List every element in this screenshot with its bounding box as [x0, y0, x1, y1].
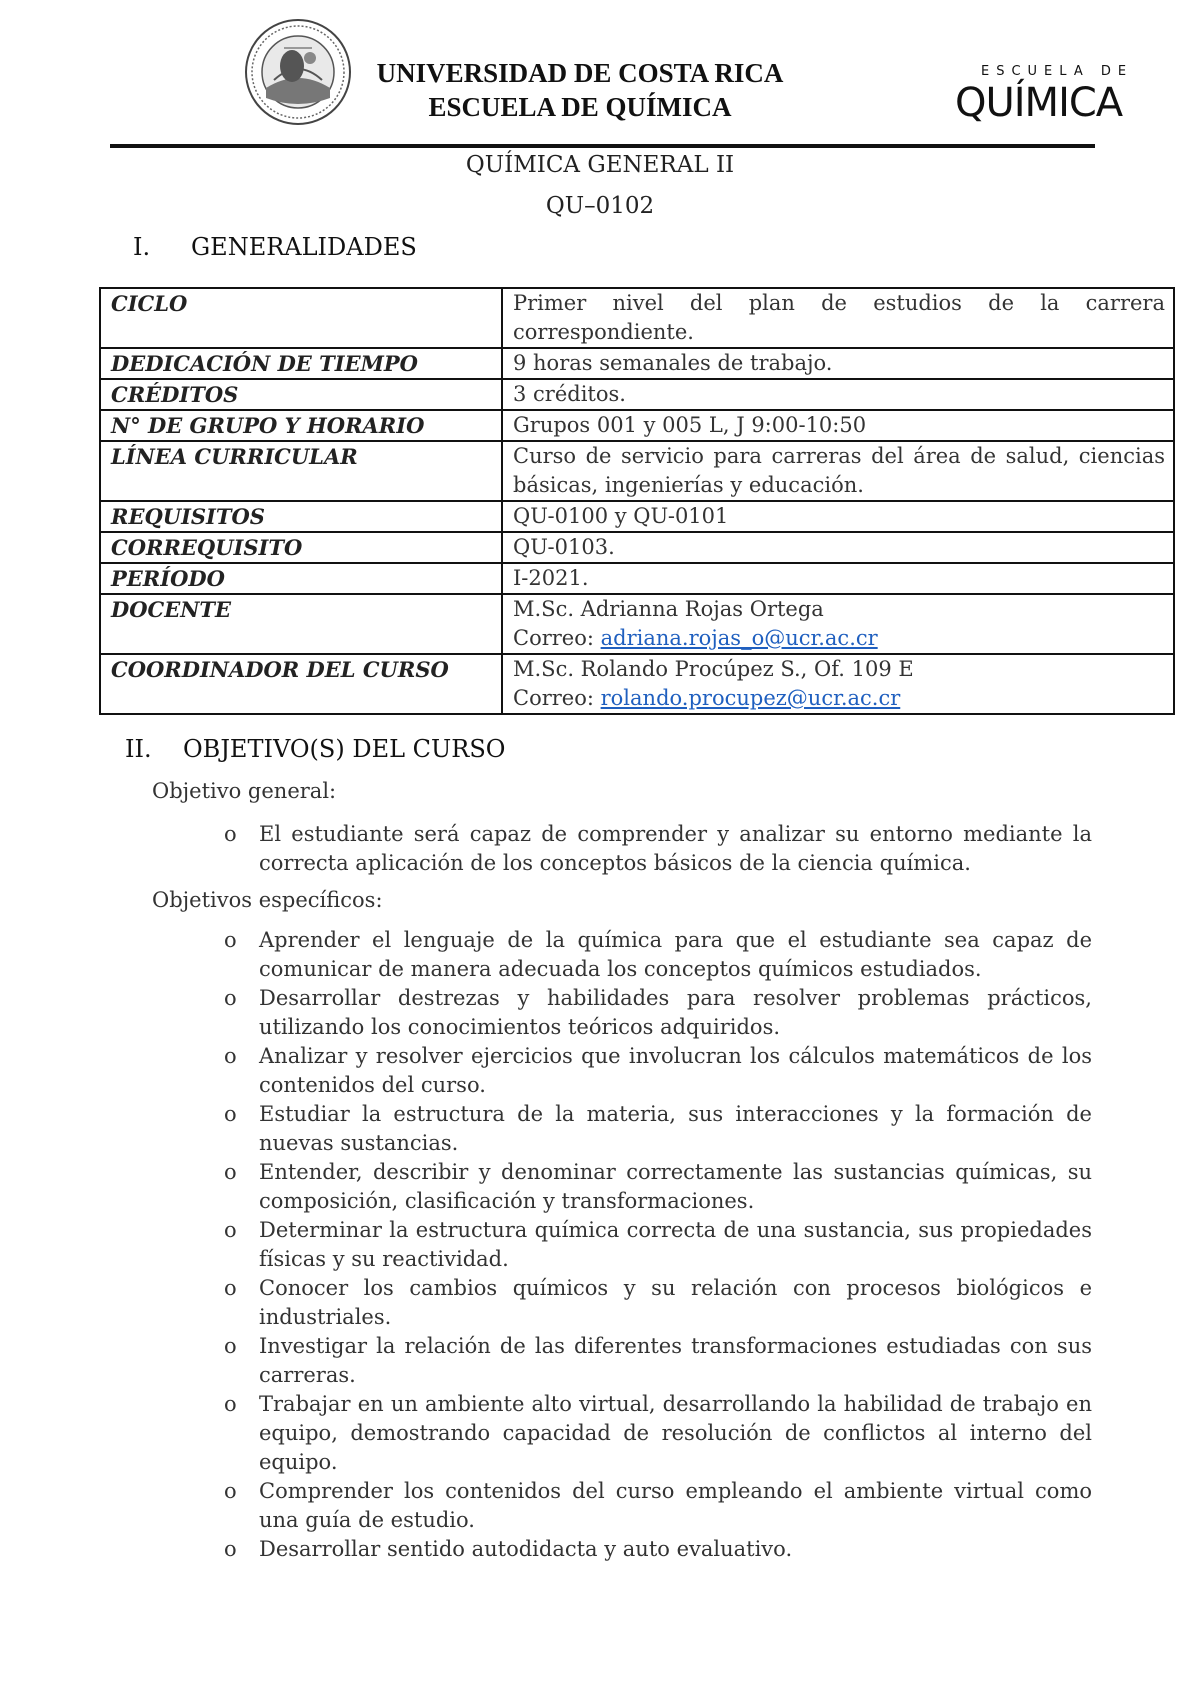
general-objective-label: Objetivo general:	[152, 779, 337, 803]
row-value: Curso de servicio para carreras del área de salud, ciencias básicas, ingenierías y educación.	[502, 441, 1174, 501]
row-value: QU-0100 y QU-0101	[502, 501, 1174, 532]
row-label: DEDICACIÓN DE TIEMPO	[100, 348, 502, 379]
objective-text: Desarrollar sentido autodidacta y auto evaluativo.	[259, 1537, 793, 1561]
row-label: LÍNEA CURRICULAR	[100, 441, 502, 501]
list-item	[224, 984, 1092, 1042]
university-seal-icon	[244, 18, 352, 126]
course-title: QUÍMICA GENERAL II	[465, 152, 735, 178]
section-title: OBJETIVO(S) DEL CURSO	[183, 735, 506, 763]
row-value	[502, 654, 1174, 714]
section-title: GENERALIDADES	[191, 233, 417, 261]
list-item	[224, 1535, 1092, 1564]
section-objectives-heading	[125, 735, 505, 763]
coordinator-name: M.Sc. Rolando Procúpez S., Of. 109 E	[513, 657, 914, 681]
bullet-icon: o	[224, 1392, 237, 1416]
course-code: QU–0102	[545, 193, 655, 219]
section-number: II.	[125, 735, 152, 763]
specific-objectives-label: Objetivos específicos:	[152, 888, 383, 912]
list-item	[224, 820, 1092, 878]
objective-text: Aprender el lenguaje de la química para que el estudiante sea capaz de comunicar de manera adecuada los conceptos químicos estudiados.	[259, 928, 1092, 981]
logo-top-text: ESCUELA DE	[981, 64, 1134, 79]
list-item	[224, 1274, 1092, 1332]
email-label: Correo:	[513, 626, 594, 650]
table-row	[100, 532, 1174, 563]
university-header	[360, 56, 800, 124]
row-label: CORREQUISITO	[100, 532, 502, 563]
objective-text: Comprender los contenidos del curso empleando el ambiente virtual como una guía de estudio.	[259, 1479, 1092, 1532]
row-value: 9 horas semanales de trabajo.	[502, 348, 1174, 379]
row-label: N° DE GRUPO Y HORARIO	[100, 410, 502, 441]
bullet-icon: o	[224, 1160, 237, 1184]
objective-text: El estudiante será capaz de comprender y analizar su entorno mediante la correcta aplicación de los conceptos básicos de la ciencia química.	[259, 822, 1092, 875]
list-item	[224, 1390, 1092, 1477]
bullet-icon: o	[224, 1479, 237, 1503]
bullet-icon: o	[224, 1276, 237, 1300]
list-item	[224, 1216, 1092, 1274]
list-item	[224, 1100, 1092, 1158]
coordinator-email-line	[513, 684, 1165, 713]
objective-text: Estudiar la estructura de la materia, sus interacciones y la formación de nuevas sustancias.	[259, 1102, 1092, 1155]
bullet-icon: o	[224, 1537, 237, 1561]
general-objective-list	[224, 820, 1092, 878]
table-row	[100, 410, 1174, 441]
table-row	[100, 501, 1174, 532]
row-value: Grupos 001 y 005 L, J 9:00-10:50	[502, 410, 1174, 441]
objective-text: Entender, describir y denominar correctamente las sustancias químicas, su composición, clasificación y transformaciones.	[259, 1160, 1092, 1213]
table-row	[100, 288, 1174, 348]
teacher-email-link[interactable]: adriana.rojas_o@ucr.ac.cr	[600, 626, 878, 650]
row-label: CRÉDITOS	[100, 379, 502, 410]
table-row	[100, 348, 1174, 379]
teacher-email-line	[513, 624, 1165, 653]
row-label: PERÍODO	[100, 563, 502, 594]
objective-text: Trabajar en un ambiente alto virtual, desarrollando la habilidad de trabajo en equipo, demostrando capacidad de resolución de conflictos al interno del equipo.	[259, 1392, 1092, 1474]
university-name: UNIVERSIDAD DE COSTA RICA	[376, 58, 784, 88]
table-row	[100, 654, 1174, 714]
list-item	[224, 1158, 1092, 1216]
teacher-name: M.Sc. Adrianna Rojas Ortega	[513, 597, 824, 621]
header-divider	[110, 144, 1095, 148]
row-label: DOCENTE	[100, 594, 502, 654]
row-label: CICLO	[100, 288, 502, 348]
bullet-icon: o	[224, 1218, 237, 1242]
section-number: I.	[133, 233, 151, 261]
section-generalidades-heading	[133, 233, 417, 261]
objective-text: Investigar la relación de las diferentes transformaciones estudiadas con sus carreras.	[259, 1334, 1092, 1387]
objective-text: Determinar la estructura química correcta de una sustancia, sus propiedades físicas y su reactividad.	[259, 1218, 1092, 1271]
row-label: COORDINADOR DEL CURSO	[100, 654, 502, 714]
bullet-icon: o	[224, 986, 237, 1010]
list-item	[224, 1332, 1092, 1390]
logo-main-text: QUÍMICA	[955, 80, 1123, 126]
table-row	[100, 594, 1174, 654]
objective-text: Desarrollar destrezas y habilidades para resolver problemas prácticos, utilizando los conocimientos teóricos adquiridos.	[259, 986, 1092, 1039]
school-name: ESCUELA DE QUÍMICA	[428, 92, 732, 122]
table-row	[100, 563, 1174, 594]
row-value: QU-0103.	[502, 532, 1174, 563]
row-value	[502, 594, 1174, 654]
bullet-icon: o	[224, 822, 237, 846]
table-row	[100, 441, 1174, 501]
bullet-icon: o	[224, 1102, 237, 1126]
row-label: REQUISITOS	[100, 501, 502, 532]
bullet-icon: o	[224, 1044, 237, 1068]
row-value: 3 créditos.	[502, 379, 1174, 410]
list-item	[224, 1042, 1092, 1100]
list-item	[224, 1477, 1092, 1535]
bullet-icon: o	[224, 1334, 237, 1358]
objective-text: Analizar y resolver ejercicios que involucran los cálculos matemáticos de los contenidos del curso.	[259, 1044, 1092, 1097]
row-value: Primer nivel del plan de estudios de la carrera correspondiente.	[502, 288, 1174, 348]
objective-text: Conocer los cambios químicos y su relación con procesos biológicos e industriales.	[259, 1276, 1092, 1329]
school-logo	[955, 56, 1140, 126]
coordinator-email-link[interactable]: rolando.procupez@ucr.ac.cr	[600, 686, 901, 710]
list-item	[224, 926, 1092, 984]
row-value: I-2021.	[502, 563, 1174, 594]
generalidades-table	[99, 287, 1175, 715]
table-row	[100, 379, 1174, 410]
email-label: Correo:	[513, 686, 594, 710]
specific-objectives-list	[224, 926, 1092, 1564]
bullet-icon: o	[224, 928, 237, 952]
